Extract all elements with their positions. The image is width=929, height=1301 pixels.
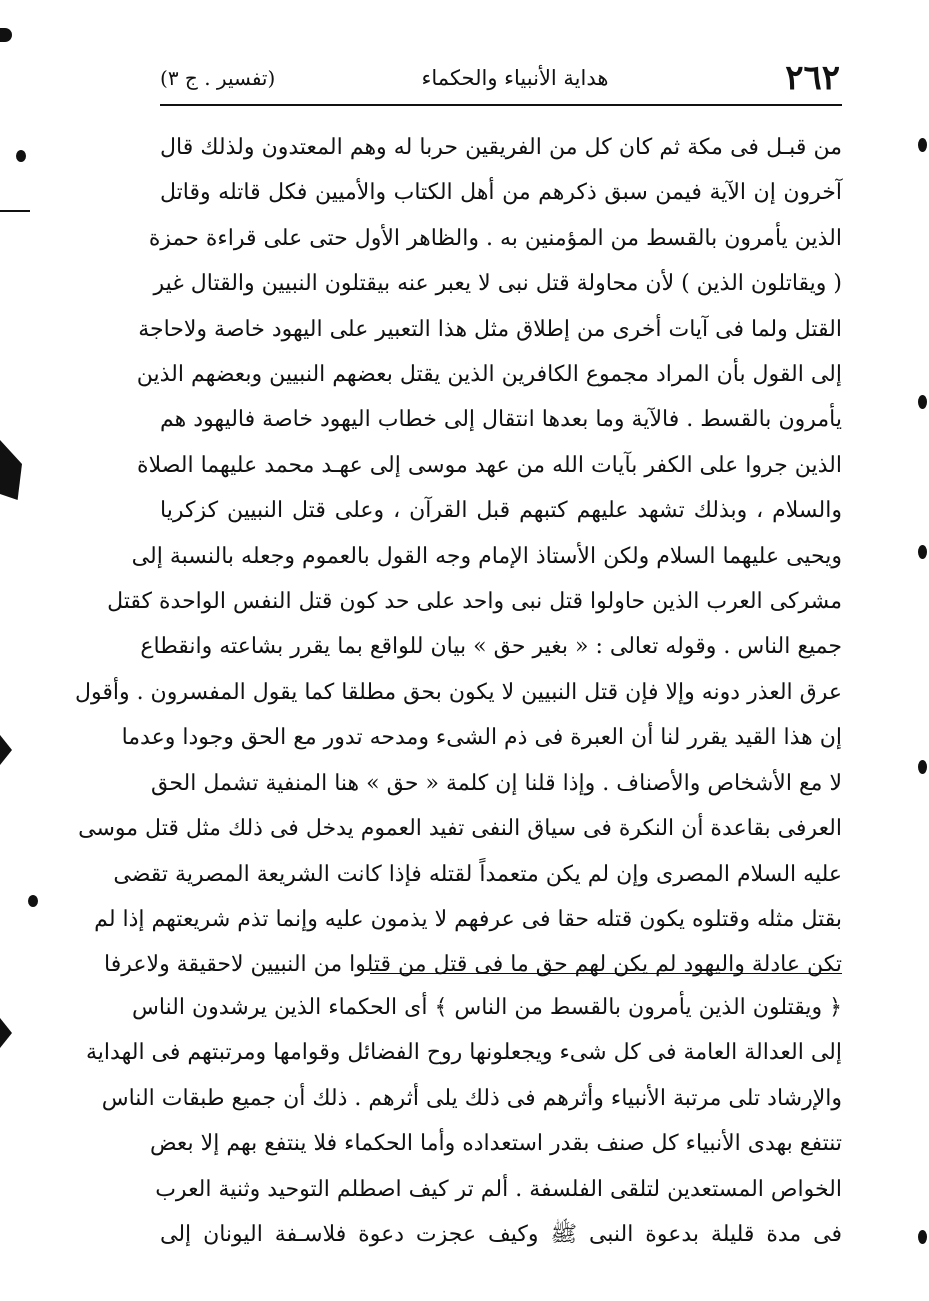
text-line: الخواص المستعدين لتلقى الفلسفة . ألم تر كيف اصطلم التوحيد وثنية العرب (155, 1176, 842, 1202)
scan-edge-mark (0, 210, 30, 212)
text-line: من قبـل فى مكة ثم كان كل من الفريقين حربا له وهم المعتدون ولذلك قال (160, 135, 842, 160)
text-line: ( ويقاتلون الذين ) لأن محاولة قتل نبى لا يعبر عنه بيقتلون النبيين والقتال غير (153, 271, 842, 297)
scan-speck (918, 545, 927, 559)
text-line: الذين جروا على الكفر بآيات الله من عهد موسى إلى عهـد محمد عليهما الصلاة (137, 452, 842, 478)
text-line: آخرون إن الآية فيمن سبق ذكرهم من أهل الكتاب والأميين فكل قاتله وقاتل (160, 180, 842, 206)
text-line: مشركى العرب الذين حاولوا قتل نبى واحد على حد كون قتل النفس الواحدة كقتل (107, 589, 842, 615)
text-line: إلى القول بأن المراد مجموع الكافرين الذين يقتل بعضهم النبيين وبعضهم الذين (136, 362, 842, 388)
text-line: والإرشاد تلى مرتبة الأنبياء وأثرهم فى ذلك يلى أثرهم . ذلك أن جميع طبقات الناس (101, 1085, 842, 1111)
text-line: القتل ولما فى آيات أخرى من إطلاق مثل هذا التعبير على اليهود خاصة ولاحاجة (138, 316, 842, 342)
section-label: (تفسير . ج ٣) (160, 66, 276, 90)
scan-speck (918, 395, 927, 409)
text-line: يأمرون بالقسط . فالآية وما بعدها انتقال إلى خطاب اليهود خاصة فاليهود هم (160, 407, 842, 433)
text-line: ﴿ ويقتلون الذين يأمرون بالقسط من الناس ﴾ أى الحكماء الذين يرشدون الناس (131, 995, 842, 1020)
section-separator (370, 973, 842, 974)
text-line: إلى العدالة العامة فى كل شىء ويجعلونها روح الفضائل وقوامها ومرتبتهم فى الهداية (86, 1040, 842, 1066)
running-title: هداية الأنبياء والحكماء (421, 66, 609, 90)
page-header (160, 58, 840, 98)
text-line: ويحيى عليهما السلام ولكن الأستاذ الإمام وجه القول بالعموم وجعله بالنسبة إلى (131, 543, 842, 569)
header-rule (160, 104, 842, 106)
scan-speck (918, 760, 927, 774)
page-number: ٢٦٢ (785, 58, 840, 98)
scan-edge-mark (0, 440, 22, 500)
scan-edge-mark (0, 1018, 12, 1048)
text-line: تنتفع بهدى الأنبياء كل صنف بقدر استعداده وأما الحكماء فلا ينتفع بهم إلا بعض (149, 1131, 842, 1157)
text-line: لا مع الأشخاص والأصناف . وإذا قلنا إن كلمة « حق » هنا المنفية تشمل الحق (150, 770, 842, 796)
scan-edge-mark (0, 28, 12, 42)
text-line: جميع الناس . وقوله تعالى : « بغير حق » بيان للواقع بما يقرر بشاعته وانقطاع (140, 634, 842, 660)
text-line: الذين يأمرون بالقسط من المؤمنين به . والظاهر الأول حتى على قراءة حمزة (148, 225, 842, 251)
text-line: والسلام ، وبذلك تشهد عليهم كتبهم قبل القرآن ، وعلى قتل النبيين كزكريا (160, 498, 842, 524)
text-line: فى مدة قليلة بدعوة النبى ﷺ وكيف عجزت دعوة فلاسـفة اليونان إلى (160, 1222, 842, 1248)
text-line: العرفى بقاعدة أن النكرة فى سياق النفى تفيد العموم يدخل فى ذلك مثل قتل موسى (78, 816, 842, 842)
scan-speck (28, 895, 38, 907)
scan-speck (16, 150, 26, 162)
scan-speck (918, 138, 927, 152)
body-text-upper (74, 125, 842, 988)
text-line: تكن عادلة واليهود لم يكن لهم حق ما فى قتل من قتلوا من النبيين لاحقيقة ولاعرفا (104, 952, 842, 978)
text-line: إن هذا القيد يقرر لنا أن العبرة فى ذم الشىء ومدحه تدور مع الحق وجودا وعدما (121, 725, 842, 751)
text-line: عليه السلام المصرى وإن لم يكن متعمداً لقتله فإذا كانت الشريعة المصرية تقضى (113, 861, 842, 887)
scan-speck (918, 1230, 927, 1244)
text-line: بقتل مثله وقتلوه يكون قتله حقا فى عرفهم لا يذمون عليه وإنما تذم شريعتهم إذا لم (94, 906, 842, 932)
scan-edge-mark (0, 735, 12, 765)
body-text-lower (86, 985, 842, 1257)
text-line: عرق العذر دونه وإلا فإن قتل النبيين لا يكون بحق مطلقا كما يقول المفسرون . وأقول (74, 679, 842, 705)
